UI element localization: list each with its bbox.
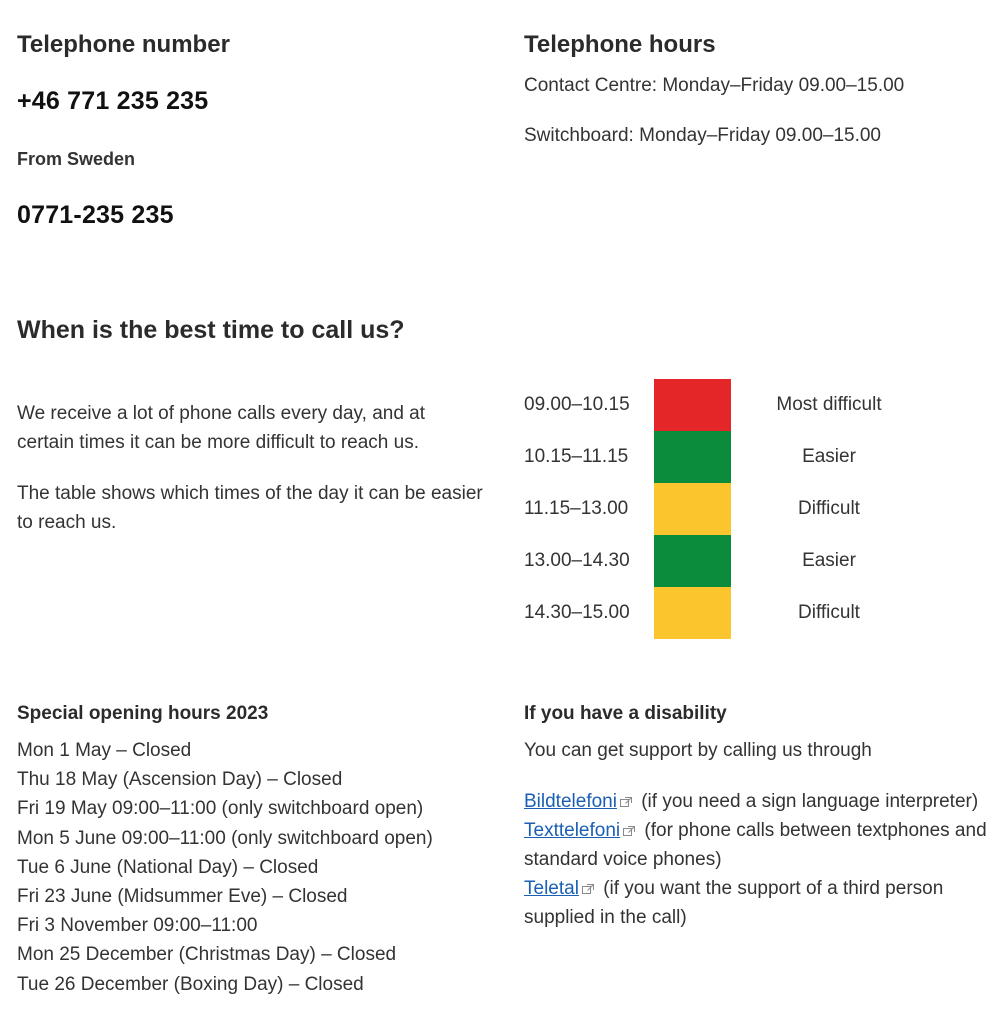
time-range: 14.30–15.00 — [524, 602, 630, 623]
difficulty-level: Difficult — [798, 602, 860, 623]
difficulty-swatch — [654, 431, 731, 483]
time-range: 09.00–10.15 — [524, 394, 630, 415]
difficulty-level: Easier — [802, 550, 856, 571]
call-time-row — [524, 535, 904, 587]
service-description: (if you want the support of a third person supplied in the call) — [524, 878, 944, 928]
texttelefoni-link[interactable]: Texttelefoni — [524, 820, 621, 841]
list-item: Fri 19 May 09:00–11:00 (only switchboard open) — [17, 798, 424, 820]
difficulty-swatch — [654, 587, 731, 639]
time-range: 10.15–11.15 — [524, 446, 629, 467]
difficulty-level: Difficult — [798, 498, 860, 519]
service-description: (if you need a sign language interpreter) — [635, 791, 979, 812]
service-description: (for phone calls between textphones and standard voice phones) — [524, 820, 987, 870]
difficulty-swatch — [654, 483, 731, 535]
list-item: Mon 25 December (Christmas Day) – Closed — [17, 944, 397, 966]
support-services-list — [524, 787, 994, 932]
list-item: Mon 5 June 09:00–11:00 (only switchboard open) — [17, 827, 433, 849]
support-service-item — [524, 874, 994, 932]
call-time-row — [524, 431, 904, 483]
difficulty-swatch — [654, 535, 731, 587]
best-time-paragraph-2: The table shows which times of the day it can be easier to reach us. — [17, 483, 483, 533]
call-time-row — [524, 379, 904, 431]
list-item: Mon 1 May – Closed — [17, 740, 192, 761]
call-time-row — [524, 587, 904, 639]
international-phone-number: +46 771 235 235 — [17, 87, 209, 115]
teletal-link[interactable]: Teletal — [524, 878, 579, 899]
external-link-icon — [620, 797, 632, 807]
difficulty-swatch — [654, 379, 731, 431]
support-service-item — [524, 816, 994, 874]
list-item: Tue 6 June (National Day) – Closed — [17, 856, 319, 878]
external-link-icon — [623, 826, 635, 836]
special-hours-heading: Special opening hours 2023 — [17, 703, 269, 724]
support-service-item — [524, 787, 994, 816]
best-time-heading: When is the best time to call us? — [17, 316, 405, 344]
external-link-icon — [582, 884, 594, 894]
disability-heading: If you have a disability — [524, 703, 727, 724]
call-time-row — [524, 483, 904, 535]
disability-intro: You can get support by calling us through — [524, 740, 872, 761]
list-item: Fri 3 November 09:00–11:00 — [17, 915, 258, 937]
list-item: Thu 18 May (Ascension Day) – Closed — [17, 769, 343, 791]
time-range: 11.15–13.00 — [524, 498, 629, 519]
best-time-paragraph-1: We receive a lot of phone calls every day, and at certain times it can be more difficult to reach us. — [17, 403, 426, 453]
list-item: Tue 26 December (Boxing Day) – Closed — [17, 973, 364, 995]
telephone-number-heading: Telephone number — [17, 31, 230, 58]
telephone-hours-heading: Telephone hours — [524, 31, 716, 58]
time-range: 13.00–14.30 — [524, 550, 630, 571]
switchboard-hours: Switchboard: Monday–Friday 09.00–15.00 — [524, 125, 882, 146]
domestic-phone-number: 0771-235 235 — [17, 201, 174, 229]
bildtelefoni-link[interactable]: Bildtelefoni — [524, 791, 617, 812]
special-hours-list — [17, 736, 433, 999]
contact-centre-hours: Contact Centre: Monday–Friday 09.00–15.00 — [524, 75, 905, 96]
from-sweden-label: From Sweden — [17, 149, 136, 169]
difficulty-level: Easier — [802, 446, 856, 467]
difficulty-level: Most difficult — [776, 394, 882, 415]
list-item: Fri 23 June (Midsummer Eve) – Closed — [17, 886, 348, 908]
